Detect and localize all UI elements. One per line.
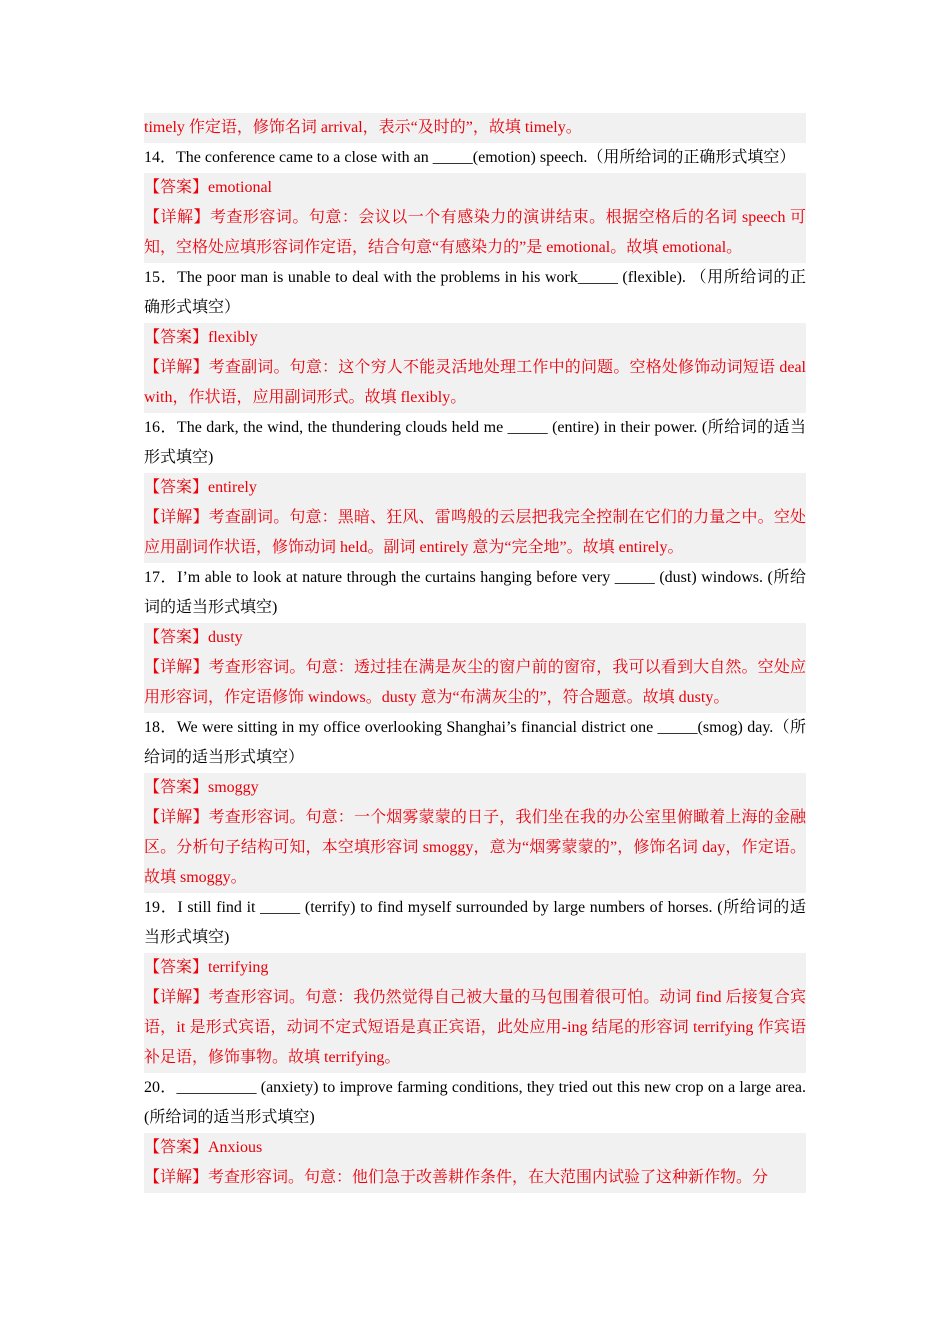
answer-text: 【答案】emotional [144, 173, 806, 203]
answer-text: 【答案】terrifying [144, 953, 806, 983]
answer-text: 【答案】dusty [144, 623, 806, 653]
question-block-18 [144, 713, 806, 893]
detail-continuation: timely 作定语，修饰名词 arrival，表示“及时的”，故填 timely。 [144, 113, 806, 143]
question-block-17 [144, 563, 806, 713]
question-block-14 [144, 143, 806, 263]
question-block-20 [144, 1073, 806, 1193]
question-text: 14．The conference came to a close with an _____(emotion) speech.（用所给词的正确形式填空） [144, 149, 796, 166]
document-content [144, 113, 806, 1193]
answer-text: 【答案】flexibly [144, 323, 806, 353]
detail-text: 【详解】考查形容词。句意：会议以一个有感染力的演讲结束。根据空格后的名词 speech 可知，空格处应填形容词作定语，结合句意“有感染力的”是 emotional。故填 emotional。 [144, 203, 806, 263]
question-text: 19．I still find it _____ (terrify) to find myself surrounded by large numbers of horses. (所给词的适当形式填空) [144, 899, 806, 946]
question-text: 20．__________ (anxiety) to improve farming conditions, they tried out this new crop on a large area. (所给词的适当形式填空) [144, 1079, 806, 1126]
detail-text: 【详解】考查形容词。句意：我仍然觉得自己被大量的马包围着很可怕。动词 find 后接复合宾语，it 是形式宾语，动词不定式短语是真正宾语，此处应用-ing 结尾的形容词 terrifying 作宾语补足语，修饰事物。故填 terrifying。 [144, 983, 806, 1073]
answer-text: 【答案】smoggy [144, 773, 806, 803]
question-block-15 [144, 263, 806, 413]
question-text: 18．We were sitting in my office overlooking Shanghai’s financial district one _____(smog) day.（所给词的适当形式填空） [144, 719, 806, 766]
detail-text: 【详解】考查形容词。句意：一个烟雾蒙蒙的日子，我们坐在我的办公室里俯瞰着上海的金融区。分析句子结构可知，本空填形容词 smoggy，意为“烟雾蒙蒙的”，修饰名词 day，作定语。故填 smoggy。 [144, 803, 806, 893]
question-block-19 [144, 893, 806, 1073]
question-text: 16．The dark, the wind, the thundering clouds held me _____ (entire) in their power. (所给词的适当形式填空) [144, 419, 806, 466]
detail-text: 【详解】考查形容词。句意：透过挂在满是灰尘的窗户前的窗帘，我可以看到大自然。空处应用形容词，作定语修饰 windows。dusty 意为“布满灰尘的”，符合题意。故填 dusty。 [144, 653, 806, 713]
answer-text: 【答案】Anxious [144, 1133, 806, 1163]
question-text: 17．I’m able to look at nature through the curtains hanging before very _____ (dust) windows. (所给词的适当形式填空) [144, 569, 806, 616]
detail-text: 【详解】考查副词。句意：黑暗、狂风、雷鸣般的云层把我完全控制在它们的力量之中。空处应用副词作状语，修饰动词 held。副词 entirely 意为“完全地”。故填 entirely。 [144, 503, 806, 563]
answer-text: 【答案】entirely [144, 473, 806, 503]
question-block-16 [144, 413, 806, 563]
question-text: 15．The poor man is unable to deal with the problems in his work_____ (flexible). （用所给词的正确形式填空） [144, 269, 806, 316]
detail-text: 【详解】考查副词。句意：这个穷人不能灵活地处理工作中的问题。空格处修饰动词短语 deal with，作状语，应用副词形式。故填 flexibly。 [144, 353, 806, 413]
detail-text: 【详解】考查形容词。句意：他们急于改善耕作条件，在大范围内试验了这种新作物。分 [144, 1163, 806, 1193]
